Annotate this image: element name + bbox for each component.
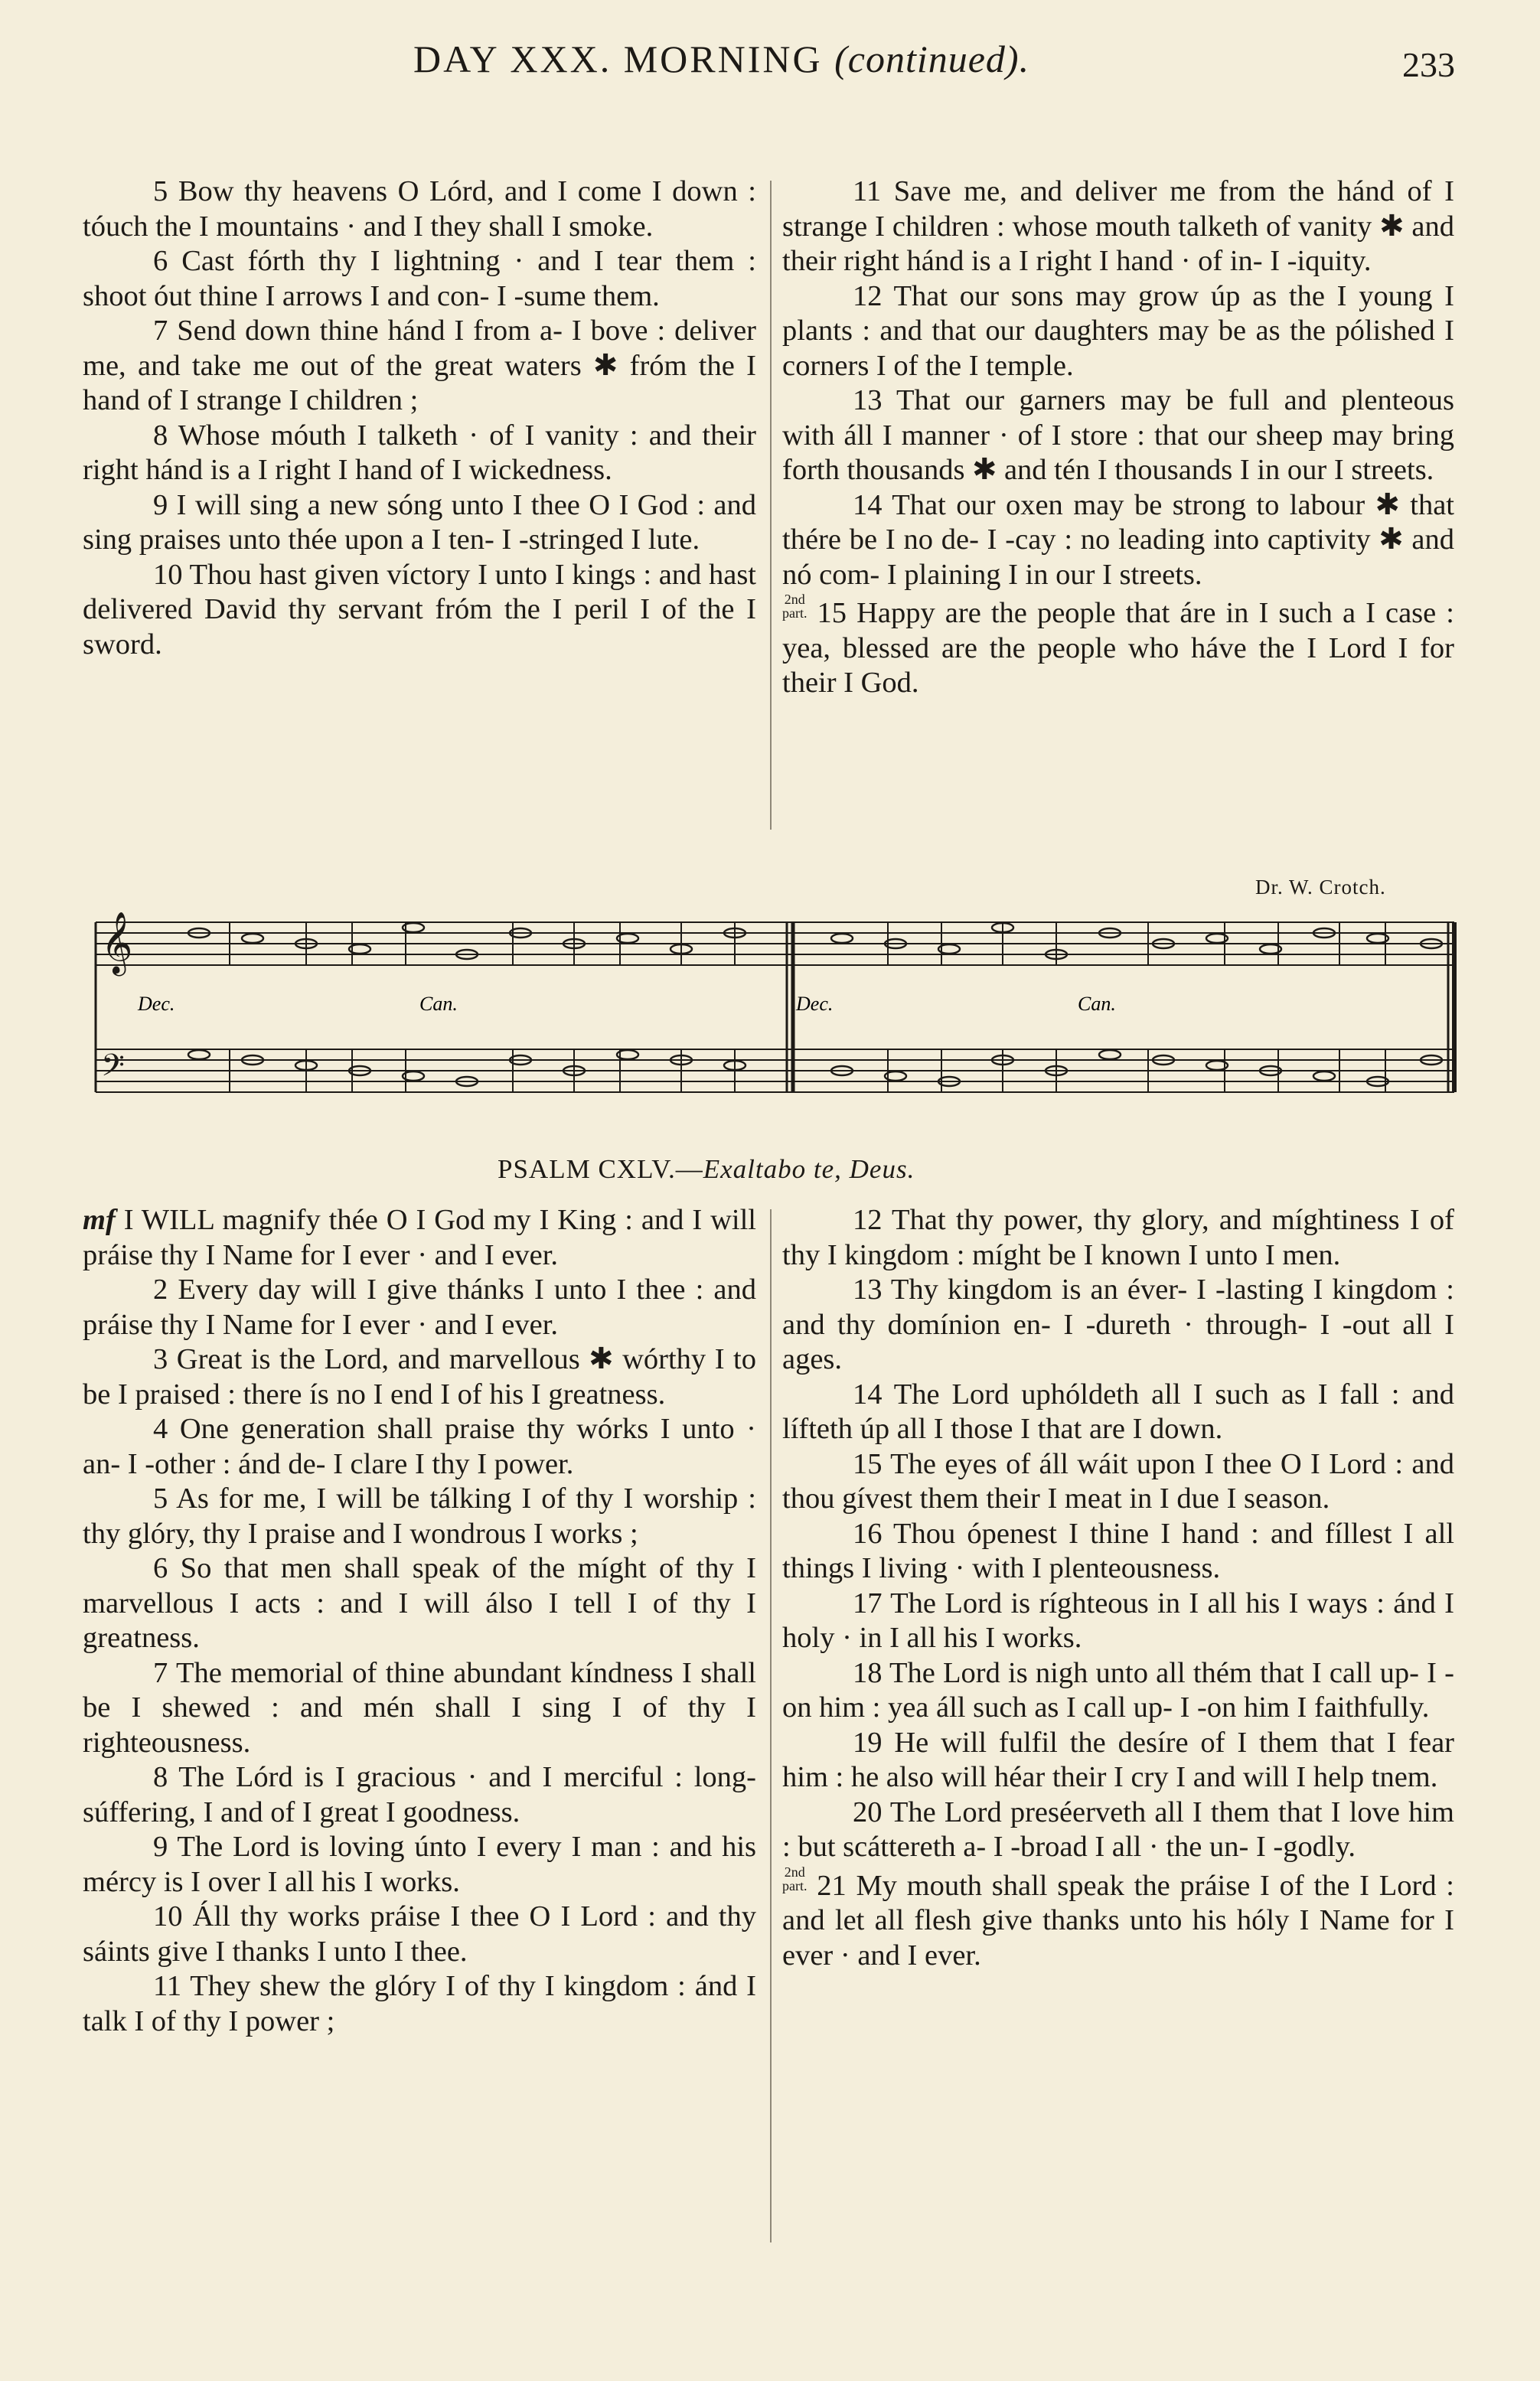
verse-text: 15 Happy are the people that áre in I such a I case : yea, blessed are the people who háve the I Lord I for their I God. — [782, 597, 1455, 699]
psalm145-right-column — [782, 1203, 1454, 1973]
chant-score — [84, 899, 1462, 1144]
verse: 8 The Lórd is I gracious · and I merciful : long-súffering, I and of I great I goodness. — [83, 1761, 756, 1828]
verse: 8 Whose móuth I talketh · of I vanity : and their right hánd is a I right I hand of I wickedness. — [83, 419, 756, 486]
dynamic-dec: Dec. — [796, 993, 834, 1015]
psalm-heading — [498, 1154, 915, 1185]
verse: 7 The memorial of thine abundant kíndness I shall be I shewed : and mén shall I sing I of thy I righteousness. — [83, 1656, 756, 1759]
composer-attribution: Dr. W. Crotch. — [1255, 876, 1386, 899]
note-head — [1313, 1071, 1335, 1081]
verse: 11 They shew the glóry I of thy I kingdom : ánd I talk I of thy I power ; — [83, 1970, 756, 2037]
verse: 13 Thy kingdom is an éver- I -lasting I kingdom : and thy domínion en- I -dureth · through- I -out all I ages. — [782, 1274, 1454, 1375]
dynamic-dec: Dec. — [138, 993, 175, 1015]
verse: 2 Every day will I give thánks I unto I thee : and práise thy I Name for I ever · and I ever. — [83, 1274, 756, 1341]
treble-clef-icon: 𝄞 — [101, 911, 133, 974]
psalm-latin-title: Exaltabo te, Deus. — [703, 1154, 915, 1184]
verse: 17 The Lord is ríghteous in I all his I ways : ánd I holy · in I all his I works. — [782, 1587, 1454, 1654]
verse: 13 That our garners may be full and plenteous with áll I manner · of I store : that our sheep may bring forth thousands ✱ and tén I thousands I in our I streets. — [782, 384, 1454, 486]
psalm-number: PSALM CXLV.— — [498, 1154, 703, 1184]
second-part-mark — [782, 1865, 807, 1893]
verse: 6 Cast fórth thy I lightning · and I tear them : shoot óut thine I arrows I and con- I -sume them. — [83, 245, 756, 312]
verse: 14 That our oxen may be strong to labour ✱ that thére be I no de- I -cay : no leading into captivity ✱ and nó com- I plaining I in our I streets. — [782, 488, 1454, 591]
verse: 12 That thy power, thy glory, and míghtiness I of thy I kingdom : míght be I known I unto I men. — [782, 1204, 1454, 1271]
note-head — [188, 1050, 210, 1059]
verse-text: I WILL magnify thée O I God my I King : and I will práise thy I Name for I ever · and I ever. — [83, 1204, 756, 1271]
psalm144-right-column — [782, 174, 1454, 701]
page-number: 233 — [1402, 45, 1455, 84]
part-mark-line2: part. — [782, 605, 808, 621]
verse: 5 As for me, I will be tálking I of thy I worship : thy glóry, thy I praise and I wondrous I works ; — [83, 1482, 756, 1550]
verse: 20 The Lord preséerveth all I them that I love him : but scáttereth a- I -broad I all · the un- I -godly. — [782, 1796, 1454, 1863]
verse-text: 21 My mouth shall speak the práise I of the I Lord : and let all flesh give thanks unto his hóly I Name for I ever · and I ever. — [782, 1869, 1454, 1972]
verse: 10 Thou hast given víctory I unto I kings : and hast delivered David thy servant fróm the I peril I of the I sword. — [83, 558, 756, 660]
verse: 12 That our sons may grow úp as the I young I plants : and that our daughters may be as the pólished I corners I of the I temple. — [782, 279, 1454, 382]
verse: 4 One generation shall praise thy wórks I unto · an- I -other : ánd de- I clare I thy I power. — [83, 1413, 756, 1480]
part-mark-line1: 2nd — [784, 1864, 805, 1880]
verse: 6 So that men shall speak of the míght of thy I marvellous I acts : and I will álso I tell I of thy I greatness. — [83, 1552, 756, 1654]
verse — [83, 1203, 756, 1273]
verse: 5 Bow thy heavens O Lórd, and I come I down : tóuch the I mountains · and I they shall I smoke. — [83, 175, 756, 243]
verse: 10 Áll thy works práise I thee O I Lord : and thy sáints give I thanks I unto I thee. — [83, 1900, 756, 1968]
verse-second-part — [782, 1865, 1454, 1974]
note-head — [831, 934, 853, 943]
running-title-main: DAY XXX. MORNING — [413, 38, 823, 80]
verse: 16 Thou ópenest I thine I hand : and fíllest I all things I living · with I plenteousness. — [782, 1517, 1454, 1584]
second-part-mark — [782, 592, 807, 620]
verse: 18 The Lord is nigh unto all thém that I call up- I -on him : yea áll such as I call up- I -on him I faithfully. — [782, 1656, 1454, 1724]
verse: 3 Great is the Lord, and marvellous ✱ wórthy I to be I praised : there ís no I end I of his I greatness. — [83, 1343, 756, 1411]
note-head — [242, 934, 263, 943]
verse: 19 He will fulfil the desíre of I them that I fear him : he also will héar their I cry I and will I help tnem. — [782, 1726, 1454, 1793]
verse: 14 The Lord uphóldeth all I such as I fall : and lífteth úp all I those I that are I down. — [782, 1378, 1454, 1445]
part-mark-line1: 2nd — [784, 592, 805, 607]
verse: 9 I will sing a new sóng unto I thee O I God : and sing praises unto thée upon a I ten- I -stringed I lute. — [83, 488, 756, 556]
verse: 11 Save me, and deliver me from the hánd of I strange I children : whose mouth talketh of vanity ✱ and their right hánd is a I right I hand · of in- I -iquity. — [782, 175, 1454, 277]
verse-second-part — [782, 592, 1454, 701]
psalm144-left-column — [83, 174, 756, 662]
running-title-italic: (continued). — [834, 38, 1030, 80]
note-head — [1099, 1050, 1121, 1059]
page-header — [0, 37, 1540, 90]
dynamic-mark: mf — [83, 1204, 116, 1236]
verse: 9 The Lord is loving únto I every I man : and his mércy is I over I all his I works. — [83, 1831, 756, 1898]
bass-clef-icon: 𝄢 — [101, 1048, 125, 1091]
dynamic-can: Can. — [1078, 993, 1116, 1015]
part-mark-line2: part. — [782, 1877, 808, 1893]
dynamic-can: Can. — [419, 993, 458, 1015]
verse: 15 The eyes of áll wáit upon I thee O I Lord : and thou gívest them their I meat in I due I season. — [782, 1447, 1454, 1515]
running-title — [413, 37, 1029, 81]
verse: 7 Send down thine hánd I from a- I bove : deliver me, and take me out of the great waters ✱ fróm the I hand of I strange I children ; — [83, 315, 756, 416]
column-divider-bottom — [770, 1209, 772, 2242]
column-divider-top — [770, 181, 772, 830]
psalm145-left-column — [83, 1203, 756, 2039]
